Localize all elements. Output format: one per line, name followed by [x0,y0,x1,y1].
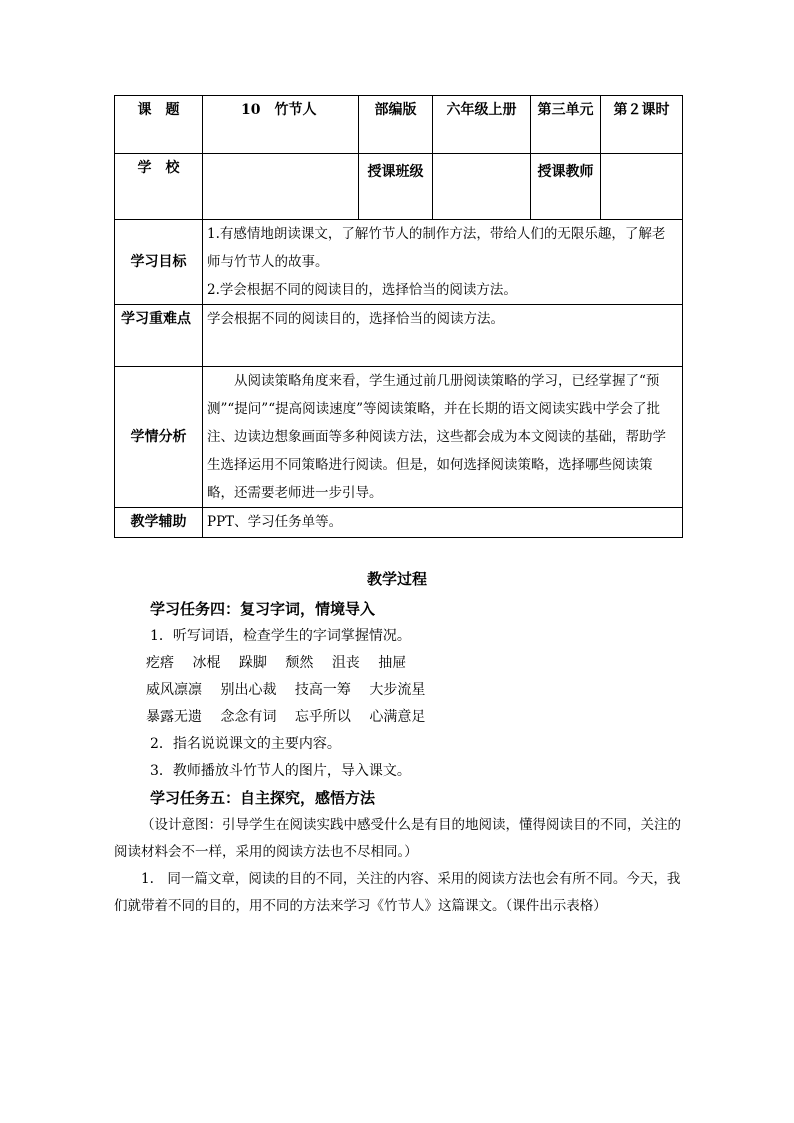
word: 疙瘩 [146,655,174,671]
word: 跺脚 [238,655,267,671]
school-value [203,154,359,220]
word: 颓然 [285,655,314,671]
word-row-2 [114,677,682,704]
edition: 部编版 [359,96,433,154]
word: 心满意足 [369,709,426,725]
word-row-1 [114,650,682,677]
table-row-goals [115,220,683,305]
aids-label: 教学辅助 [115,508,203,538]
goal-item: 2.学会根据不同的阅读目的，选择恰当的阅读方法。 [207,282,517,298]
task4-step2: 2．指名说说课文的主要内容。 [150,736,341,752]
word-row-3 [114,704,682,731]
process-title: 教学过程 [366,570,427,588]
class-value [433,154,531,220]
word: 别出心裁 [220,682,277,698]
word: 沮丧 [331,655,360,671]
task5-design-note: （设计意图：引导学生在阅读实践中感受什么是有目的地阅读，懂得阅读目的不同，关注的阅读材料会不一样，采用的阅读方法也不尽相同。） [114,817,681,860]
teacher-label: 授课教师 [531,154,601,220]
table-row-key-points [115,305,683,367]
task5-title: 学习任务五：自主探究，感悟方法 [150,789,376,807]
word: 念念有词 [220,709,277,725]
class-label: 授课班级 [359,154,433,220]
task4-title: 学习任务四：复习字词，情境导入 [150,600,376,618]
word: 冰棍 [192,655,221,671]
teacher-value [601,154,683,220]
aids-text: PPT、学习任务单等。 [203,508,683,538]
word: 忘乎所以 [294,709,351,725]
goals-content [203,220,683,305]
word: 大步流星 [369,682,426,698]
table-row-school [115,154,683,220]
analysis-text: 从阅读策略角度来看，学生通过前几册阅读策略的学习，已经掌握了“预测”“提问”“提高阅读速度”等阅读策略，并在长期的语文阅读实践中学会了批注、边读边想象画面等多种阅读方法，这些都会成为本文阅读的基础，帮助学生选择运用不同策略进行阅读。但是，如何选择阅读策略，选择哪些阅读策略，还需要老师进一步引导。 [203,367,683,508]
task5-step1: 1. 同一篇文章，阅读的目的不同，关注的内容、采用的阅读方法也会有所不同。今天，我们就带着不同的目的，用不同的方法来学习《竹节人》这篇课文。（课件出示表格） [114,871,681,914]
task4-step3: 3．教师播放斗竹节人的图片，导入课文。 [150,763,411,779]
word: 抽屉 [378,655,407,671]
word: 暴露无遗 [146,709,202,725]
school-label: 学 校 [115,154,203,220]
topic-label: 课 题 [115,96,203,154]
lesson-title: 10 竹节人 [203,96,359,154]
lesson-info-table [114,95,683,538]
analysis-label: 学情分析 [115,367,203,508]
grade: 六年级上册 [433,96,531,154]
word: 技高一筹 [294,682,351,698]
unit: 第三单元 [531,96,601,154]
key-points-label: 学习重难点 [115,305,203,367]
task4-step1: 1．听写词语，检查学生的字词掌握情况。 [150,628,411,644]
key-points-text: 学会根据不同的阅读目的，选择恰当的阅读方法。 [203,305,683,367]
word: 威风凛凛 [146,682,202,698]
table-row-aids [115,508,683,538]
lesson-number: 第２课时 [601,96,683,154]
table-row-analysis [115,367,683,508]
process-content [114,596,682,920]
table-row-topic [115,96,683,154]
goals-label: 学习目标 [115,220,203,305]
goal-item: 1.有感情地朗读课文，了解竹节人的制作方法，带给人们的无限乐趣，了解老师与竹节人的故事。 [207,226,666,270]
